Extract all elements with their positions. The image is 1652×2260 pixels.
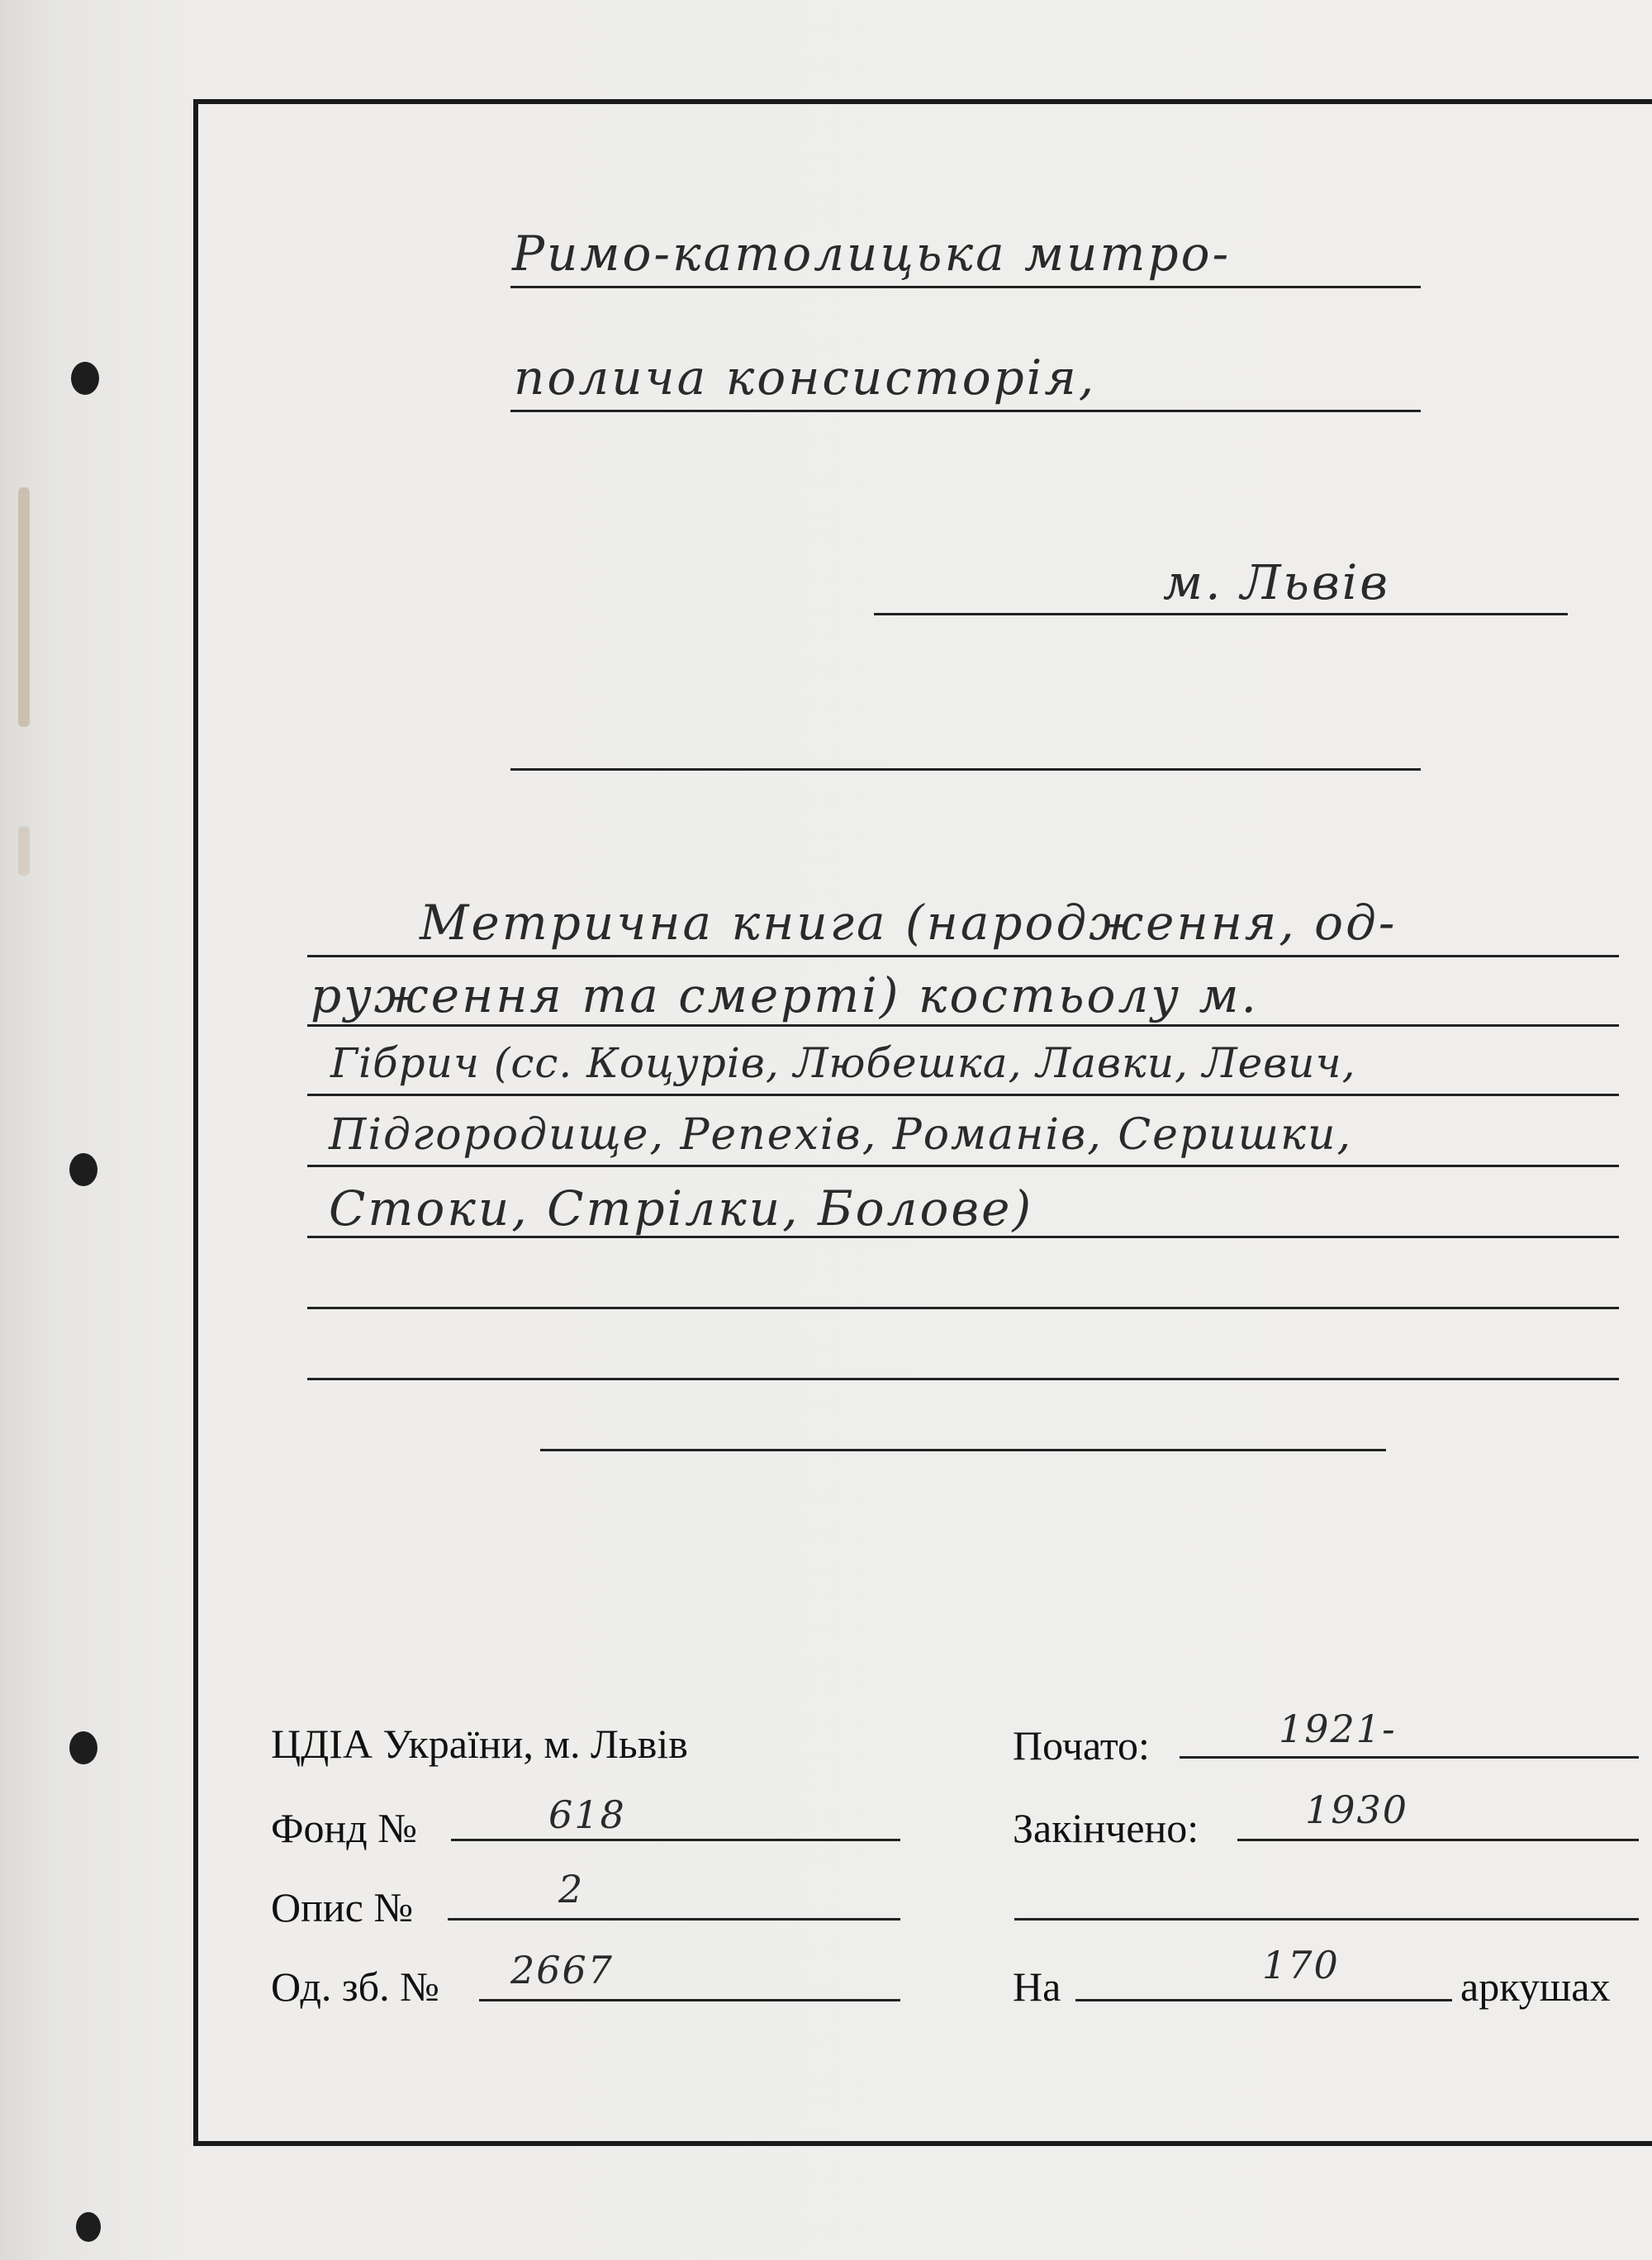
ended-label: Закінчено: bbox=[1013, 1805, 1199, 1851]
started-value: 1921- bbox=[1279, 1707, 1397, 1751]
institution-line-2: полича консисторія, bbox=[514, 349, 1097, 406]
description-rule-1 bbox=[307, 955, 1619, 957]
description-line-1: Метрична книга (народження, од- bbox=[420, 895, 1398, 951]
sheets-suffix: аркушах bbox=[1460, 1963, 1611, 2010]
ended-value: 1930 bbox=[1305, 1788, 1409, 1832]
ended-rule bbox=[1237, 1839, 1639, 1841]
started-label: Почато: bbox=[1013, 1722, 1150, 1769]
description-line-4: Підгородище, Репехів, Романів, Серишки, bbox=[329, 1110, 1353, 1160]
opys-label: Опис № bbox=[271, 1884, 414, 1930]
sheets-rule bbox=[1075, 1999, 1452, 2001]
description-rule-6 bbox=[307, 1307, 1619, 1309]
punch-hole-4 bbox=[76, 2212, 101, 2242]
description-line-3: Гібрич (сс. Коцурів, Любешка, Лавки, Левич, bbox=[330, 1039, 1356, 1087]
fond-value: 618 bbox=[548, 1792, 626, 1837]
started-rule bbox=[1180, 1756, 1639, 1759]
institution-line-1: Римо-католицька митро- bbox=[512, 226, 1232, 282]
header-rule-2 bbox=[510, 410, 1421, 412]
archive-name: ЦДІА України, м. Львів bbox=[271, 1721, 688, 1767]
opys-value: 2 bbox=[558, 1867, 585, 1911]
description-rule-2 bbox=[307, 1024, 1619, 1027]
blank-archive-rule bbox=[1014, 1918, 1639, 1921]
header-rule-1 bbox=[510, 286, 1421, 288]
city-rule bbox=[874, 613, 1568, 615]
opys-rule bbox=[448, 1918, 900, 1921]
description-rule-3 bbox=[307, 1094, 1619, 1096]
description-line-5: Стоки, Стрілки, Болове) bbox=[329, 1180, 1034, 1237]
description-rule-4 bbox=[307, 1165, 1619, 1167]
description-rule-7 bbox=[307, 1378, 1619, 1380]
blank-rule bbox=[510, 768, 1421, 771]
edge-stain bbox=[18, 487, 30, 727]
sheets-value: 170 bbox=[1262, 1943, 1340, 1987]
description-rule-8 bbox=[540, 1449, 1386, 1451]
od-zb-rule bbox=[479, 1999, 900, 2001]
punch-hole-2 bbox=[69, 1153, 97, 1186]
punch-hole-1 bbox=[71, 362, 99, 395]
fond-rule bbox=[451, 1839, 900, 1841]
description-line-2: руження та смерті) костьолу м. bbox=[311, 967, 1259, 1023]
sheets-prefix: На bbox=[1013, 1963, 1061, 2010]
city-text: м. Львів bbox=[1163, 554, 1391, 610]
fond-label: Фонд № bbox=[271, 1805, 417, 1851]
od-zb-value: 2667 bbox=[510, 1948, 615, 1992]
punch-hole-3 bbox=[69, 1731, 97, 1764]
edge-stain bbox=[18, 826, 30, 876]
od-zb-label: Од. зб. № bbox=[271, 1963, 439, 2010]
